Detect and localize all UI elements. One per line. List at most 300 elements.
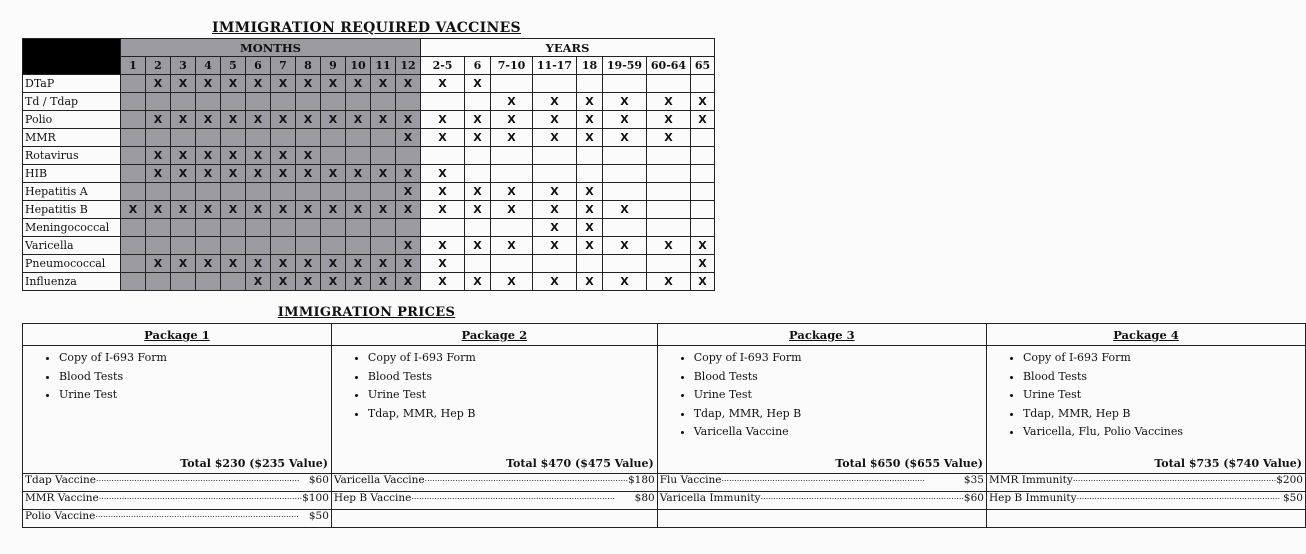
month-cell <box>271 129 296 147</box>
price-cell <box>331 492 657 510</box>
month-cell: X <box>396 129 421 147</box>
vaccine-row <box>23 75 715 93</box>
month-cell <box>121 165 146 183</box>
month-cell: X <box>321 255 346 273</box>
year-cell: X <box>603 237 647 255</box>
vaccine-name: HIB <box>23 165 121 183</box>
month-cell <box>346 183 371 201</box>
month-cell: X <box>121 201 146 219</box>
price-cell <box>23 492 332 510</box>
month-cell: X <box>321 165 346 183</box>
month-cell: X <box>171 165 196 183</box>
price-label: Varicella Immunity <box>659 492 761 504</box>
year-cell: X <box>465 129 491 147</box>
vaccine-name: Td / Tdap <box>23 93 121 111</box>
price-cell <box>986 492 1305 510</box>
price-value: $180 <box>627 474 655 486</box>
month-cell <box>346 147 371 165</box>
month-col-header: 4 <box>196 57 221 75</box>
year-cell <box>603 165 647 183</box>
month-cell: X <box>396 111 421 129</box>
package-header-cell <box>657 324 986 346</box>
price-label: Polio Vaccine <box>25 510 96 522</box>
price-label: Tdap Vaccine <box>25 474 97 486</box>
price-row <box>23 474 1306 492</box>
month-cell: X <box>396 183 421 201</box>
month-cell <box>321 147 346 165</box>
package-item: • Tdap, MMR, Hep B <box>1023 405 1305 424</box>
month-cell <box>221 129 246 147</box>
package-cell <box>657 346 986 474</box>
dot-leader: ................................................................................ <box>95 510 299 519</box>
month-cell <box>296 93 321 111</box>
month-cell <box>346 237 371 255</box>
month-cell: X <box>296 201 321 219</box>
month-col-header: 10 <box>346 57 371 75</box>
month-cell <box>371 237 396 255</box>
vaccine-name: Rotavirus <box>23 147 121 165</box>
month-cell <box>346 93 371 111</box>
package-item: • Urine Test <box>368 386 657 405</box>
month-cell <box>121 75 146 93</box>
package-item: • Urine Test <box>694 386 986 405</box>
vaccine-row <box>23 165 715 183</box>
month-cell: X <box>246 111 271 129</box>
price-value: $60 <box>963 492 984 504</box>
month-cell: X <box>196 111 221 129</box>
vaccine-row <box>23 237 715 255</box>
month-cell <box>146 273 171 291</box>
year-cell: X <box>647 111 691 129</box>
vaccine-name: Hepatitis B <box>23 201 121 219</box>
month-cell <box>371 147 396 165</box>
dot-leader: ................................................................................ <box>721 474 925 483</box>
month-cell <box>246 129 271 147</box>
month-cell: X <box>196 147 221 165</box>
month-cell: X <box>146 111 171 129</box>
year-cell: X <box>647 129 691 147</box>
price-label: Varicella Vaccine <box>333 474 425 486</box>
year-cell <box>577 147 603 165</box>
month-cell: X <box>221 111 246 129</box>
month-cell <box>121 147 146 165</box>
package-items <box>987 349 1305 442</box>
month-cell: X <box>321 75 346 93</box>
month-cell: X <box>296 255 321 273</box>
month-cell: X <box>346 255 371 273</box>
month-cell: X <box>371 255 396 273</box>
month-cell <box>121 129 146 147</box>
month-cell: X <box>371 165 396 183</box>
year-cell: X <box>465 273 491 291</box>
vaccine-name: MMR <box>23 129 121 147</box>
month-cell: X <box>171 255 196 273</box>
year-cell: X <box>533 219 577 237</box>
package-item: • Copy of I-693 Form <box>694 349 986 368</box>
month-cell <box>121 183 146 201</box>
month-cell <box>396 93 421 111</box>
month-cell: X <box>396 75 421 93</box>
month-cell: X <box>146 75 171 93</box>
month-cell <box>221 273 246 291</box>
year-cell: X <box>533 273 577 291</box>
year-cell <box>421 147 465 165</box>
month-cell <box>146 183 171 201</box>
vaccine-row <box>23 93 715 111</box>
package-item: • Varicella, Flu, Polio Vaccines <box>1023 423 1305 442</box>
month-cell: X <box>346 75 371 93</box>
price-value: $60 <box>308 474 329 486</box>
package-item: • Urine Test <box>1023 386 1305 405</box>
vaccine-name: DTaP <box>23 75 121 93</box>
dot-leader: ................................................................................ <box>424 474 628 483</box>
month-cell <box>321 237 346 255</box>
month-cell <box>271 237 296 255</box>
package-header-cell <box>331 324 657 346</box>
year-col-header: 60-64 <box>647 57 691 75</box>
month-cell <box>171 93 196 111</box>
year-cell: X <box>533 201 577 219</box>
month-cell: X <box>271 273 296 291</box>
month-cell <box>196 129 221 147</box>
year-cell <box>691 129 715 147</box>
vaccine-name: Meningococcal <box>23 219 121 237</box>
year-cell: X <box>577 219 603 237</box>
year-col-header: 6 <box>465 57 491 75</box>
year-cell <box>603 255 647 273</box>
month-cell: X <box>246 201 271 219</box>
package-body <box>23 349 331 473</box>
package-header-row <box>23 324 1306 346</box>
price-cell <box>986 510 1305 528</box>
year-cell: X <box>421 183 465 201</box>
year-cell: X <box>421 165 465 183</box>
package-item: • Blood Tests <box>59 368 331 387</box>
year-col-header: 65 <box>691 57 715 75</box>
month-col-header: 8 <box>296 57 321 75</box>
price-item <box>987 492 1305 504</box>
year-cell: X <box>491 201 533 219</box>
year-cell: X <box>533 129 577 147</box>
year-cell: X <box>603 201 647 219</box>
year-cell: X <box>465 111 491 129</box>
year-cell <box>533 147 577 165</box>
prices-title: IMMIGRATION PRICES <box>277 305 456 320</box>
month-cell: X <box>246 75 271 93</box>
year-cell <box>647 255 691 273</box>
months-header: MONTHS <box>121 39 421 57</box>
price-item <box>987 474 1305 486</box>
month-cell <box>196 183 221 201</box>
month-cell: X <box>196 255 221 273</box>
package-header-cell <box>23 324 332 346</box>
year-cell: X <box>603 111 647 129</box>
price-value: $80 <box>634 492 655 504</box>
package-body <box>332 349 657 473</box>
year-col-header: 11-17 <box>533 57 577 75</box>
year-cell: X <box>421 273 465 291</box>
year-cell: X <box>421 201 465 219</box>
month-col-header: 9 <box>321 57 346 75</box>
year-cell: X <box>647 273 691 291</box>
year-cell <box>491 165 533 183</box>
month-cell <box>271 93 296 111</box>
month-cell: X <box>221 165 246 183</box>
month-cell <box>296 183 321 201</box>
price-label: Hep B Vaccine <box>333 492 412 504</box>
package-total: Total $650 ($655 Value) <box>835 457 983 470</box>
month-cell: X <box>146 201 171 219</box>
price-cell <box>657 474 986 492</box>
month-cell <box>246 237 271 255</box>
price-cell <box>657 492 986 510</box>
dot-leader: ................................................................................ <box>1072 474 1277 483</box>
price-value: $35 <box>963 474 984 486</box>
package-body <box>658 349 986 473</box>
year-cell <box>691 219 715 237</box>
year-cell <box>647 183 691 201</box>
price-label: Flu Vaccine <box>659 474 722 486</box>
month-cell: X <box>171 111 196 129</box>
year-cell: X <box>577 237 603 255</box>
price-cell <box>23 474 332 492</box>
month-cell <box>396 147 421 165</box>
price-value: $200 <box>1276 474 1303 486</box>
month-cell <box>321 129 346 147</box>
month-cell <box>196 219 221 237</box>
month-cell <box>371 93 396 111</box>
package-total: Total $735 ($740 Value) <box>1154 457 1302 470</box>
year-cell <box>647 147 691 165</box>
month-cell <box>346 129 371 147</box>
month-cell: X <box>271 255 296 273</box>
month-cell <box>146 93 171 111</box>
month-cell: X <box>371 111 396 129</box>
year-cell <box>691 75 715 93</box>
year-cell <box>577 165 603 183</box>
price-item <box>23 492 331 504</box>
month-cell <box>121 93 146 111</box>
package-cell <box>23 346 332 474</box>
year-col-header: 2-5 <box>421 57 465 75</box>
month-cell <box>246 183 271 201</box>
year-cell <box>421 93 465 111</box>
month-cell <box>121 111 146 129</box>
vaccine-name: Varicella <box>23 237 121 255</box>
year-cell <box>491 147 533 165</box>
price-item <box>658 474 986 486</box>
month-cell: X <box>321 201 346 219</box>
price-row <box>23 492 1306 510</box>
year-cell: X <box>465 201 491 219</box>
month-cell: X <box>321 111 346 129</box>
price-cell <box>331 474 657 492</box>
year-cell <box>603 75 647 93</box>
month-cell: X <box>396 237 421 255</box>
month-cell <box>146 237 171 255</box>
price-item <box>23 510 331 522</box>
month-cell: X <box>171 75 196 93</box>
vaccine-name: Influenza <box>23 273 121 291</box>
year-col-header: 19-59 <box>603 57 647 75</box>
dot-leader: ................................................................................ <box>411 492 615 501</box>
year-col-header: 7-10 <box>491 57 533 75</box>
vaccine-row <box>23 183 715 201</box>
year-cell: X <box>421 111 465 129</box>
vaccine-row <box>23 255 715 273</box>
month-cell: X <box>146 255 171 273</box>
price-label: MMR Vaccine <box>25 492 99 504</box>
year-cell <box>491 219 533 237</box>
package-item: • Copy of I-693 Form <box>368 349 657 368</box>
year-cell: X <box>647 93 691 111</box>
month-cell <box>371 129 396 147</box>
month-col-header: 12 <box>396 57 421 75</box>
year-cell <box>603 147 647 165</box>
vaccine-name: Pneumococcal <box>23 255 121 273</box>
price-cell <box>986 474 1305 492</box>
year-cell <box>421 219 465 237</box>
package-name: Package 3 <box>789 328 855 342</box>
month-cell <box>296 129 321 147</box>
years-header: YEARS <box>421 39 715 57</box>
package-item: • Blood Tests <box>1023 368 1305 387</box>
year-cell: X <box>577 93 603 111</box>
year-cell <box>647 165 691 183</box>
price-label: Hep B Immunity <box>988 492 1077 504</box>
price-cell <box>331 510 657 528</box>
month-cell: X <box>346 273 371 291</box>
month-cell <box>371 183 396 201</box>
month-cell: X <box>171 147 196 165</box>
year-cell: X <box>491 183 533 201</box>
year-cell <box>465 255 491 273</box>
package-total: Total $230 ($235 Value) <box>180 457 328 470</box>
package-item: • Copy of I-693 Form <box>59 349 331 368</box>
year-cell: X <box>421 255 465 273</box>
month-cell: X <box>396 255 421 273</box>
month-cell: X <box>271 75 296 93</box>
year-cell: X <box>533 111 577 129</box>
year-cell <box>465 93 491 111</box>
year-cell: X <box>533 237 577 255</box>
vaccine-row <box>23 147 715 165</box>
price-cell <box>657 510 986 528</box>
package-item: • Urine Test <box>59 386 331 405</box>
month-col-header: 2 <box>146 57 171 75</box>
month-cell: X <box>196 75 221 93</box>
year-cell <box>647 201 691 219</box>
price-value: $100 <box>302 492 329 504</box>
month-cell: X <box>171 201 196 219</box>
year-cell: X <box>691 111 715 129</box>
month-cell: X <box>296 147 321 165</box>
package-name: Package 1 <box>144 328 210 342</box>
year-cell <box>647 75 691 93</box>
month-col-header: 3 <box>171 57 196 75</box>
year-cell: X <box>577 111 603 129</box>
year-cell: X <box>465 237 491 255</box>
package-items <box>658 349 986 442</box>
year-cell: X <box>421 237 465 255</box>
month-cell: X <box>246 273 271 291</box>
month-cell <box>371 219 396 237</box>
dot-leader: ................................................................................ <box>760 492 964 501</box>
package-name: Package 2 <box>461 328 528 342</box>
year-cell <box>491 255 533 273</box>
year-cell: X <box>491 273 533 291</box>
month-col-header: 6 <box>246 57 271 75</box>
dot-leader: ................................................................................ <box>98 492 303 501</box>
month-cell: X <box>346 165 371 183</box>
package-item: • Blood Tests <box>368 368 657 387</box>
month-cell: X <box>346 201 371 219</box>
month-cell: X <box>221 255 246 273</box>
vaccines-title: IMMIGRATION REQUIRED VACCINES <box>212 20 521 36</box>
month-cell <box>121 255 146 273</box>
package-item: • Copy of I-693 Form <box>1023 349 1305 368</box>
year-cell: X <box>577 183 603 201</box>
package-items <box>332 349 657 423</box>
month-cell: X <box>396 165 421 183</box>
price-value: $50 <box>1282 492 1303 504</box>
month-cell: X <box>271 147 296 165</box>
month-cell <box>121 273 146 291</box>
month-cell <box>396 219 421 237</box>
price-item <box>658 492 986 504</box>
year-cell: X <box>691 237 715 255</box>
package-cell <box>331 346 657 474</box>
month-cell: X <box>246 165 271 183</box>
year-cell: X <box>577 201 603 219</box>
year-cell: X <box>465 75 491 93</box>
month-cell <box>146 129 171 147</box>
month-cell: X <box>271 201 296 219</box>
month-cell: X <box>321 273 346 291</box>
vaccine-row <box>23 129 715 147</box>
year-cell <box>533 165 577 183</box>
price-item <box>332 492 657 504</box>
month-cell: X <box>246 147 271 165</box>
month-cell: X <box>371 75 396 93</box>
year-cell: X <box>465 183 491 201</box>
year-cell <box>603 219 647 237</box>
price-label: MMR Immunity <box>988 474 1073 486</box>
packages-table <box>22 323 1306 528</box>
year-cell <box>491 75 533 93</box>
month-cell <box>346 219 371 237</box>
dot-leader: ................................................................................ <box>1076 492 1280 501</box>
month-cell: X <box>146 165 171 183</box>
year-cell: X <box>491 237 533 255</box>
month-cell <box>321 183 346 201</box>
month-cell: X <box>271 111 296 129</box>
month-cell: X <box>221 147 246 165</box>
year-cell: X <box>491 111 533 129</box>
vaccine-row <box>23 111 715 129</box>
month-cell: X <box>221 201 246 219</box>
year-cell: X <box>533 183 577 201</box>
month-cell: X <box>296 273 321 291</box>
year-cell <box>691 147 715 165</box>
year-cell <box>577 255 603 273</box>
year-cell <box>465 147 491 165</box>
package-total: Total $470 ($475 Value) <box>506 457 654 470</box>
vaccine-row <box>23 201 715 219</box>
price-item <box>23 474 331 486</box>
year-cell: X <box>603 129 647 147</box>
month-cell: X <box>371 201 396 219</box>
